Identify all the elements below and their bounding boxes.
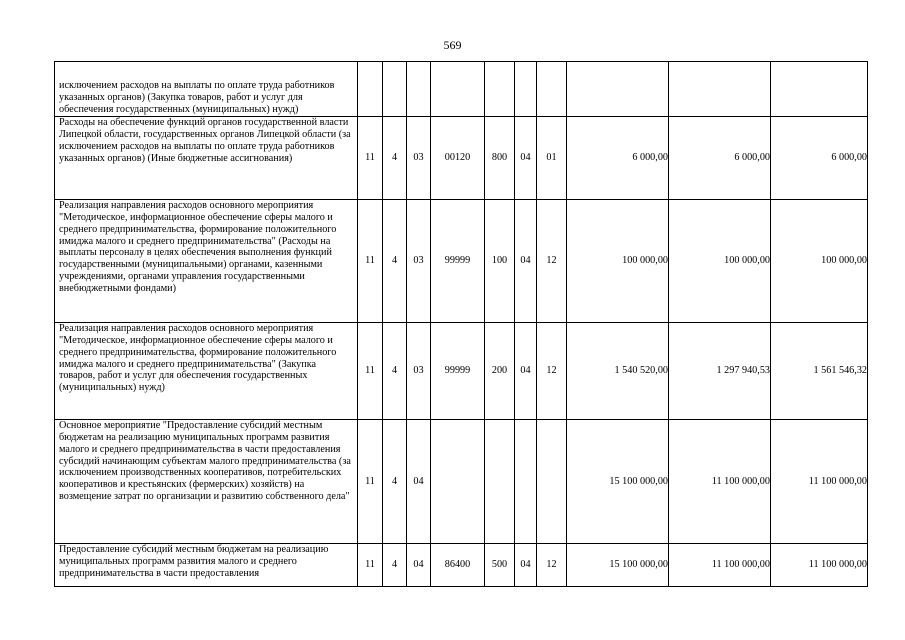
code-cell: 04	[515, 323, 537, 420]
amount-cell: 6 000,00	[771, 117, 868, 200]
code-cell: 11	[358, 420, 383, 544]
code-cell	[431, 420, 485, 544]
code-cell: 11	[358, 200, 383, 323]
table-row	[55, 323, 868, 420]
code-cell	[515, 62, 537, 117]
code-cell: 04	[515, 544, 537, 587]
code-cell	[407, 62, 431, 117]
code-cell: 11	[358, 544, 383, 587]
amount-cell	[567, 62, 669, 117]
code-cell: 04	[515, 200, 537, 323]
row-description: Реализация направления расходов основного мероприятия "Методическое, информационное обеспечение сферы малого и среднего предпринимательства, формирование положительного имиджа малого и среднего предпринимательства" (Расходы на выплаты персоналу в целях обеспечения выполнения функций государственными (муниципальными) органами, казенными учреждениями, органами управления государственными внебюджетными фондами)	[55, 200, 358, 323]
code-cell: 03	[407, 323, 431, 420]
row-description: Предоставление субсидий местным бюджетам на реализацию муниципальных программ развития малого и среднего предпринимательства в части предоставления	[55, 544, 358, 587]
code-cell	[485, 420, 515, 544]
code-cell: 12	[537, 200, 567, 323]
amount-cell: 11 100 000,00	[771, 420, 868, 544]
code-cell: 04	[515, 117, 537, 200]
code-cell: 4	[383, 323, 407, 420]
code-cell: 12	[537, 323, 567, 420]
row-description: Реализация направления расходов основного мероприятия "Методическое, информационное обеспечение сферы малого и среднего предпринимательства, формирование положительного имиджа малого и среднего предпринимательства" (Закупка товаров, работ и услуг для обеспечения государственных (муниципальных) нужд)	[55, 323, 358, 420]
amount-cell: 100 000,00	[567, 200, 669, 323]
row-description: Основное мероприятие "Предоставление субсидий местным бюджетам на реализацию муниципальных программ развития малого и среднего предпринимательства в части предоставления субсидий начинающим субъектам малого предпринимательства (за исключением производственных кооперативов, потребительских кооперативов и крестьянских (фермерских) хозяйств) на возмещение затрат по организации и развитию собственного дела"	[55, 420, 358, 544]
code-cell: 4	[383, 200, 407, 323]
amount-cell: 15 100 000,00	[567, 420, 669, 544]
code-cell: 04	[407, 544, 431, 587]
code-cell: 12	[537, 544, 567, 587]
table-row	[55, 420, 868, 544]
code-cell: 03	[407, 200, 431, 323]
amount-cell: 6 000,00	[669, 117, 771, 200]
amount-cell: 11 100 000,00	[669, 544, 771, 587]
code-cell	[537, 420, 567, 544]
code-cell	[515, 420, 537, 544]
table-row	[55, 200, 868, 323]
amount-cell: 11 100 000,00	[669, 420, 771, 544]
code-cell: 500	[485, 544, 515, 587]
code-cell: 11	[358, 117, 383, 200]
code-cell: 800	[485, 117, 515, 200]
row-description: Расходы на обеспечение функций органов государственной власти Липецкой области, государственных органов Липецкой области (за исключением расходов на выплаты по оплате труда работников указанных органов) (Иные бюджетные ассигнования)	[55, 117, 358, 200]
code-cell: 4	[383, 117, 407, 200]
code-cell: 4	[383, 420, 407, 544]
table-row	[55, 62, 868, 117]
code-cell: 03	[407, 117, 431, 200]
row-description: исключением расходов на выплаты по оплате труда работников указанных органов) (Закупка товаров, работ и услуг для обеспечения государственных (муниципальных) нужд)	[55, 62, 358, 117]
table-row	[55, 544, 868, 587]
code-cell	[537, 62, 567, 117]
table-row	[55, 117, 868, 200]
code-cell: 11	[358, 323, 383, 420]
code-cell: 4	[383, 544, 407, 587]
code-cell	[358, 62, 383, 117]
amount-cell: 100 000,00	[669, 200, 771, 323]
amount-cell	[771, 62, 868, 117]
code-cell: 200	[485, 323, 515, 420]
code-cell: 04	[407, 420, 431, 544]
code-cell: 00120	[431, 117, 485, 200]
code-cell: 100	[485, 200, 515, 323]
code-cell	[485, 62, 515, 117]
amount-cell	[669, 62, 771, 117]
amount-cell: 1 561 546,32	[771, 323, 868, 420]
amount-cell: 15 100 000,00	[567, 544, 669, 587]
code-cell: 99999	[431, 323, 485, 420]
code-cell: 86400	[431, 544, 485, 587]
amount-cell: 6 000,00	[567, 117, 669, 200]
amount-cell: 1 540 520,00	[567, 323, 669, 420]
code-cell	[431, 62, 485, 117]
budget-table	[54, 61, 868, 587]
code-cell: 99999	[431, 200, 485, 323]
page-number: 569	[443, 38, 462, 52]
amount-cell: 1 297 940,53	[669, 323, 771, 420]
code-cell: 01	[537, 117, 567, 200]
code-cell	[383, 62, 407, 117]
amount-cell: 100 000,00	[771, 200, 868, 323]
amount-cell: 11 100 000,00	[771, 544, 868, 587]
